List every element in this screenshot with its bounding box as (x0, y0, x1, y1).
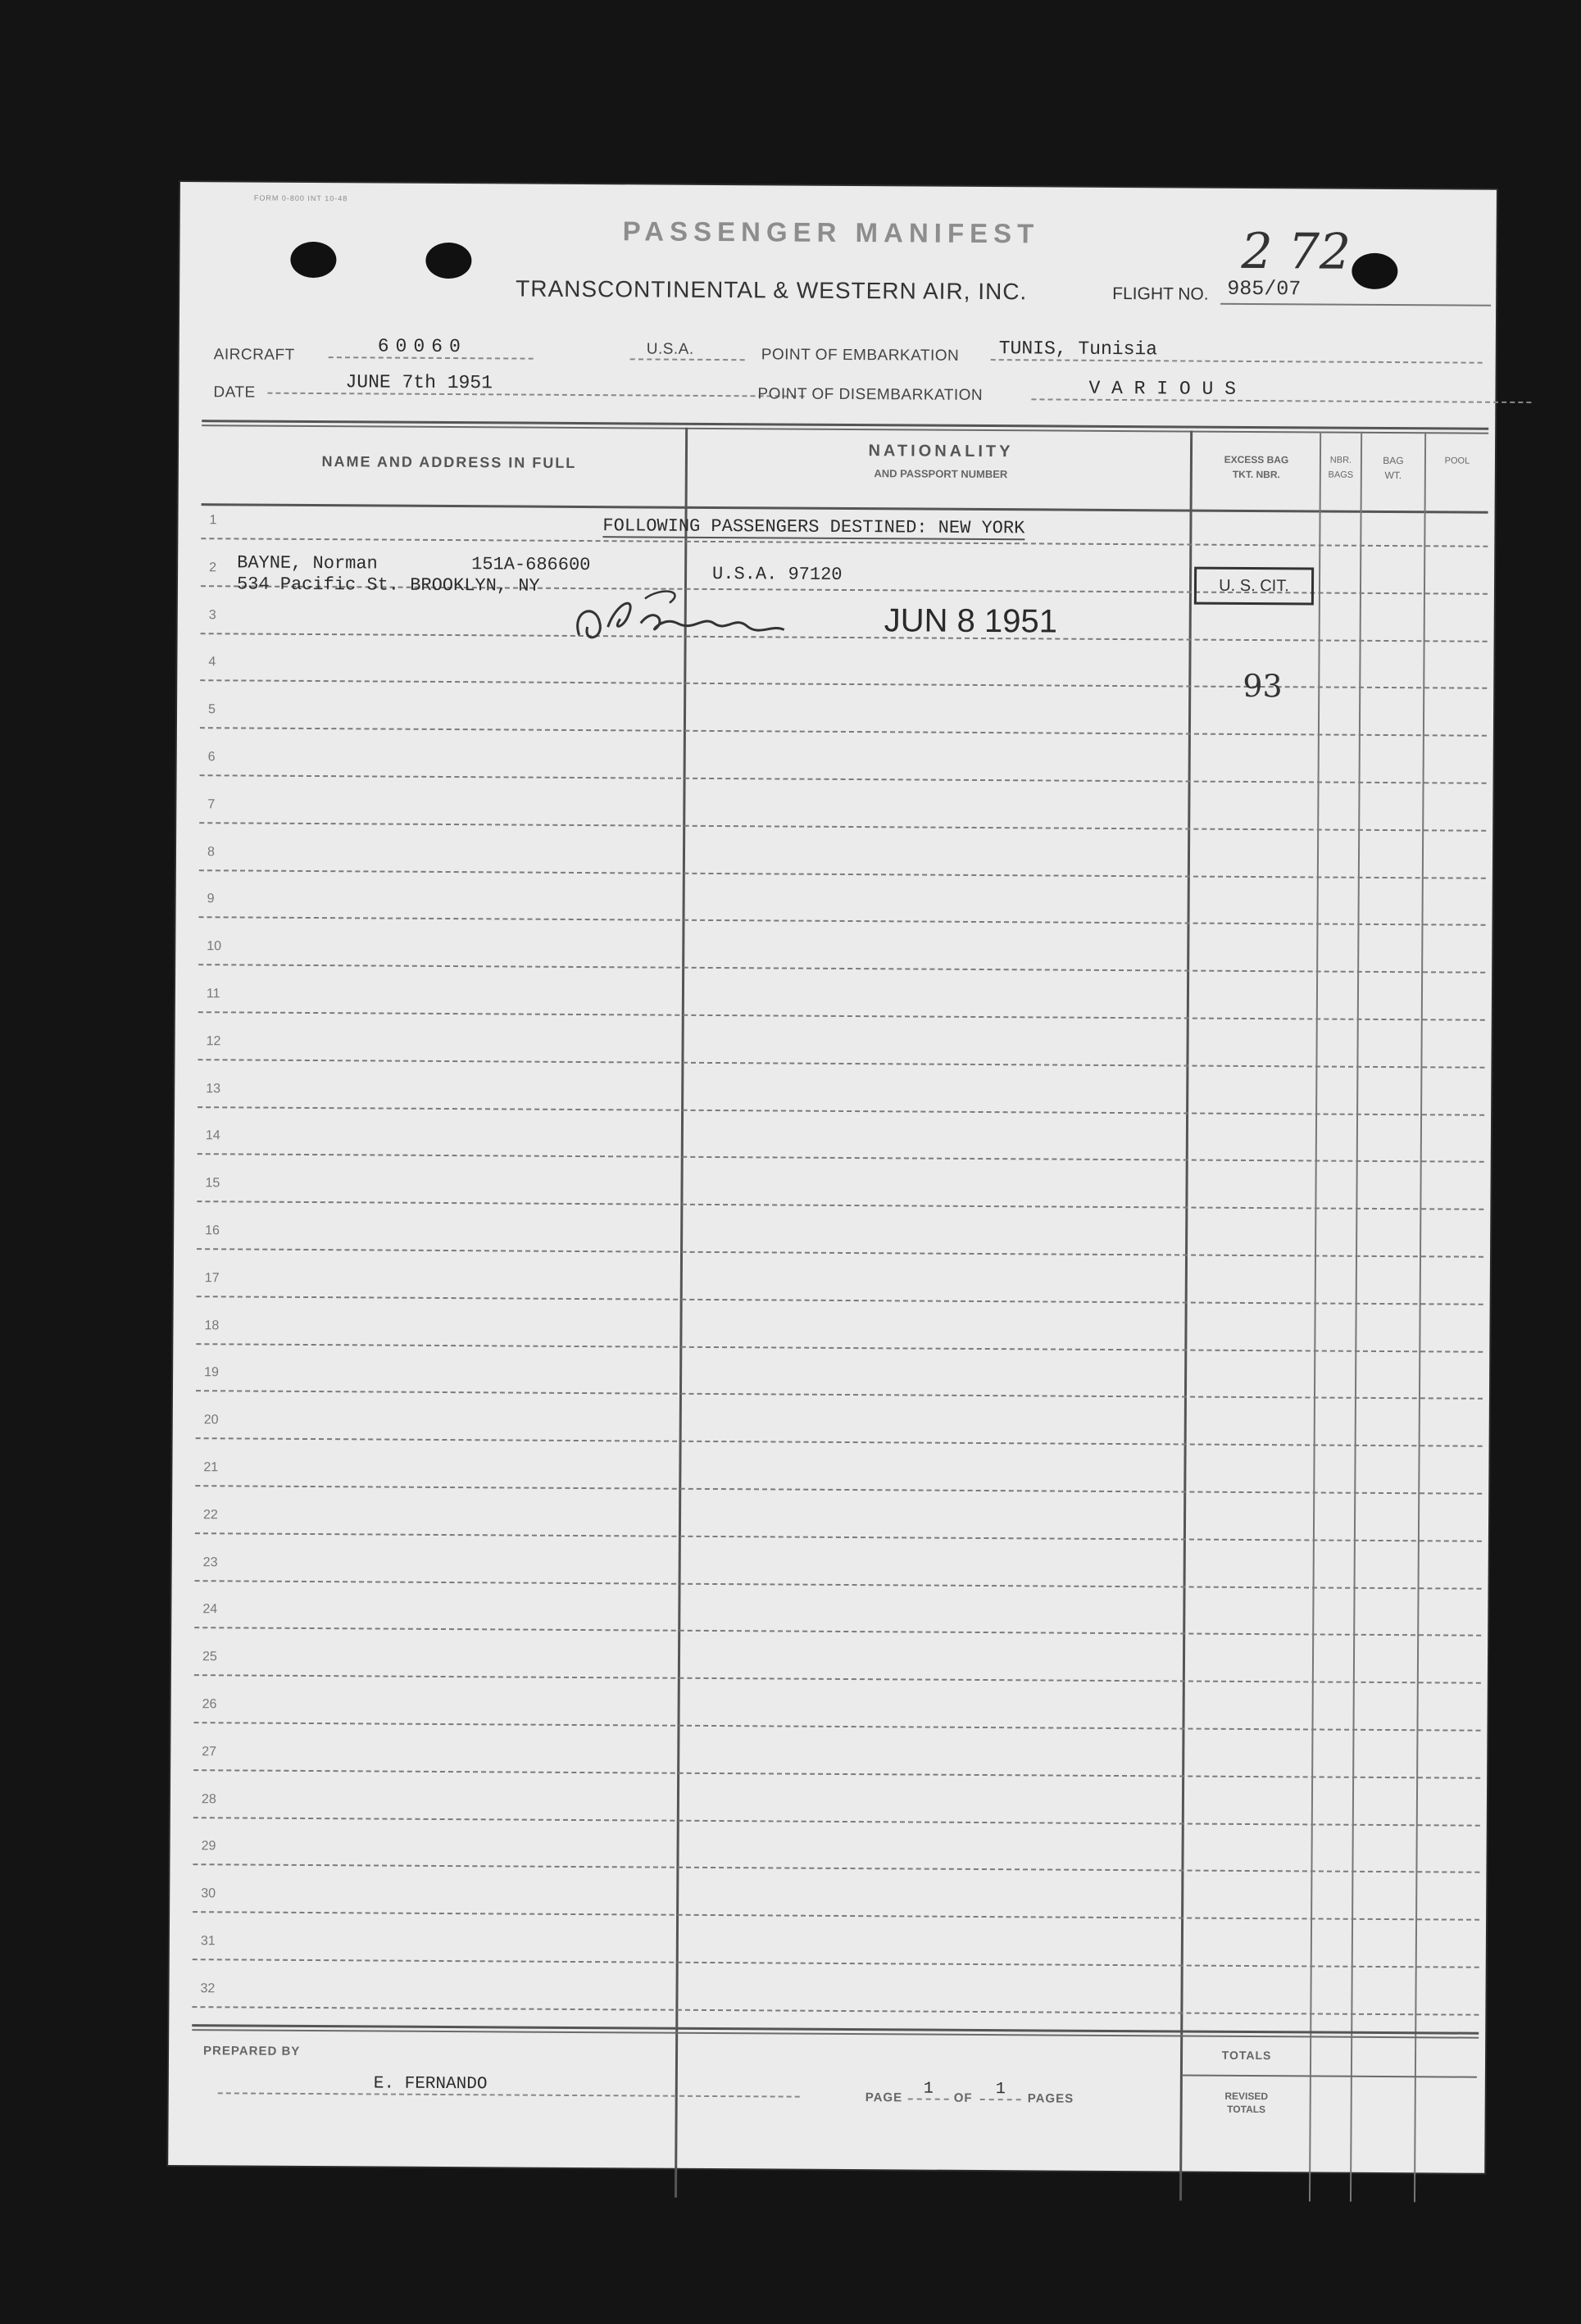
row-number: 10 (207, 939, 222, 954)
row-number: 26 (202, 1697, 217, 1712)
column-header-excess-bag-line1: EXCESS BAG (1224, 453, 1289, 466)
row-number: 25 (202, 1650, 217, 1664)
row-line (195, 1580, 1482, 1590)
column-header-bag-line1: BAG (1383, 454, 1404, 467)
row-line (200, 727, 1487, 737)
totals-label: TOTALS (1221, 2048, 1272, 2063)
row-line (198, 1059, 1484, 1069)
row-line (197, 1296, 1483, 1305)
row-number: 29 (201, 1839, 216, 1854)
row-line (199, 869, 1486, 879)
passenger-nationality: U.S.A. 97120 (712, 563, 843, 585)
row-number: 27 (202, 1744, 217, 1759)
column-header-nbr-bags (1321, 453, 1361, 483)
date-stamp: JUN 8 1951 (884, 602, 1058, 640)
row-line (200, 680, 1487, 690)
row-line (199, 917, 1486, 927)
company-name: TRANSCONTINENTAL & WESTERN AIR, INC. (516, 275, 1028, 305)
aircraft-number: 60060 (329, 335, 534, 360)
row-line (194, 1722, 1481, 1732)
row-number: 14 (205, 1128, 220, 1143)
column-header-excess-bag (1195, 452, 1318, 483)
pages-label: PAGES (1027, 2091, 1074, 2106)
column-header-name: NAME AND ADDRESS IN FULL (321, 453, 577, 471)
column-divider-nationality (1179, 431, 1193, 2201)
flight-number: 985/07 (1227, 276, 1302, 302)
row-number: 32 (200, 1981, 216, 1996)
column-header-bag-wt (1362, 453, 1424, 483)
of-label: OF (953, 2090, 973, 2105)
flight-label: FLIGHT NO. (1112, 284, 1209, 304)
header-rule-bottom (202, 503, 1488, 514)
row-line (198, 1011, 1485, 1021)
row-line (200, 774, 1487, 784)
passenger-name: BAYNE, Norman (237, 552, 378, 574)
row-number: 16 (205, 1223, 220, 1238)
row-line (192, 2006, 1479, 2016)
row-line (193, 1911, 1479, 1921)
column-header-bag-line2: WT. (1384, 469, 1402, 482)
row-number: 7 (207, 797, 216, 812)
column-header-excess-bag-line2: TKT. NBR. (1232, 468, 1280, 481)
column-divider-excess (1309, 431, 1321, 2201)
row-number: 30 (201, 1886, 216, 1901)
us-citizen-stamp: U. S. CIT. (1194, 567, 1314, 606)
punch-hole-left (290, 242, 336, 278)
embarkation-label: POINT OF EMBARKATION (761, 346, 960, 365)
row-line (196, 1391, 1483, 1400)
column-header-nbr-line2: BAGS (1328, 470, 1354, 480)
row-number: 17 (204, 1271, 220, 1286)
revised-totals-label (1185, 2090, 1308, 2117)
row-number: 22 (203, 1507, 218, 1523)
row-number: 9 (207, 892, 215, 906)
row-number: 15 (205, 1176, 220, 1191)
row-line (195, 1532, 1482, 1542)
manifest-sheet (168, 182, 1497, 2173)
prepared-by-label: PREPARED BY (203, 2044, 301, 2058)
destination-header-line: FOLLOWING PASSENGERS DESTINED: NEW YORK (602, 515, 1025, 539)
handwritten-93: 93 (1243, 667, 1283, 705)
row-number: 6 (207, 750, 216, 765)
row-number: 2 (209, 561, 217, 575)
of-value: 1 (980, 2080, 1021, 2100)
row-line (194, 1674, 1481, 1684)
punch-hole-right (1352, 253, 1397, 289)
row-number: 1 (209, 513, 217, 528)
column-header-passport: AND PASSPORT NUMBER (874, 467, 1008, 481)
column-divider-name (675, 428, 688, 2198)
row-line (193, 1864, 1479, 1874)
row-line (194, 1627, 1481, 1637)
column-header-nationality: NATIONALITY (868, 442, 1014, 461)
row-line (198, 1106, 1484, 1116)
row-line (198, 964, 1485, 974)
revised-totals-line2: TOTALS (1227, 2103, 1266, 2116)
row-line (196, 1437, 1483, 1447)
row-line (197, 1201, 1483, 1210)
punch-hole-center (425, 243, 471, 279)
date-label: DATE (213, 384, 256, 402)
row-number: 31 (200, 1934, 216, 1949)
handwritten-page-number: 2 72 (1241, 222, 1352, 281)
column-divider-bag (1414, 432, 1426, 2202)
aircraft-registry: U.S.A. (630, 340, 745, 361)
row-number: 11 (206, 987, 220, 1001)
page-label: PAGE (865, 2090, 903, 2105)
inspector-signature (563, 578, 875, 653)
form-number: FORM 0-800 INT 10-48 (253, 193, 348, 203)
row-number: 24 (202, 1602, 218, 1617)
row-line (198, 1154, 1484, 1164)
date-value: JUNE 7th 1951 (267, 371, 804, 397)
row-line (193, 1959, 1479, 1968)
row-number: 28 (201, 1791, 216, 1806)
row-line (199, 822, 1486, 832)
column-header-nbr-line1: NBR. (1329, 455, 1352, 465)
passenger-address: 534 Pacific St. BROOKLYN, NY (236, 574, 540, 597)
row-number: 13 (206, 1081, 221, 1096)
row-number: 12 (206, 1034, 221, 1049)
embarkation-value: TUNIS, Tunisia (991, 338, 1483, 364)
column-header-pool: POOL (1444, 456, 1470, 466)
flight-underline (1220, 303, 1491, 306)
row-number: 23 (202, 1555, 218, 1569)
row-number: 5 (208, 702, 216, 717)
row-number: 20 (203, 1413, 219, 1428)
totals-divider (1182, 2075, 1477, 2078)
row-line (197, 1248, 1483, 1258)
row-line (193, 1817, 1480, 1827)
row-number: 8 (207, 844, 215, 859)
passenger-ticket-number: 151A-686600 (471, 554, 591, 576)
row-number: 21 (203, 1460, 219, 1475)
row-line (193, 1769, 1480, 1779)
row-line (195, 1485, 1482, 1495)
manifest-title: PASSENGER MANIFEST (622, 216, 1040, 249)
aircraft-label: AIRCRAFT (213, 346, 295, 364)
disembarkation-value: V A R I O U S (1031, 377, 1531, 403)
row-number: 19 (204, 1365, 219, 1380)
prepared-by-value: E. FERNANDO (218, 2073, 800, 2097)
row-number: 18 (204, 1318, 220, 1332)
page-value: 1 (908, 2079, 949, 2099)
row-number: 4 (208, 655, 216, 670)
revised-totals-line1: REVISED (1224, 2090, 1269, 2103)
disembarkation-label: POINT OF DISEMBARKATION (757, 385, 984, 404)
row-line (196, 1343, 1483, 1353)
row-number: 3 (208, 607, 216, 622)
column-divider-nbr (1350, 432, 1362, 2202)
